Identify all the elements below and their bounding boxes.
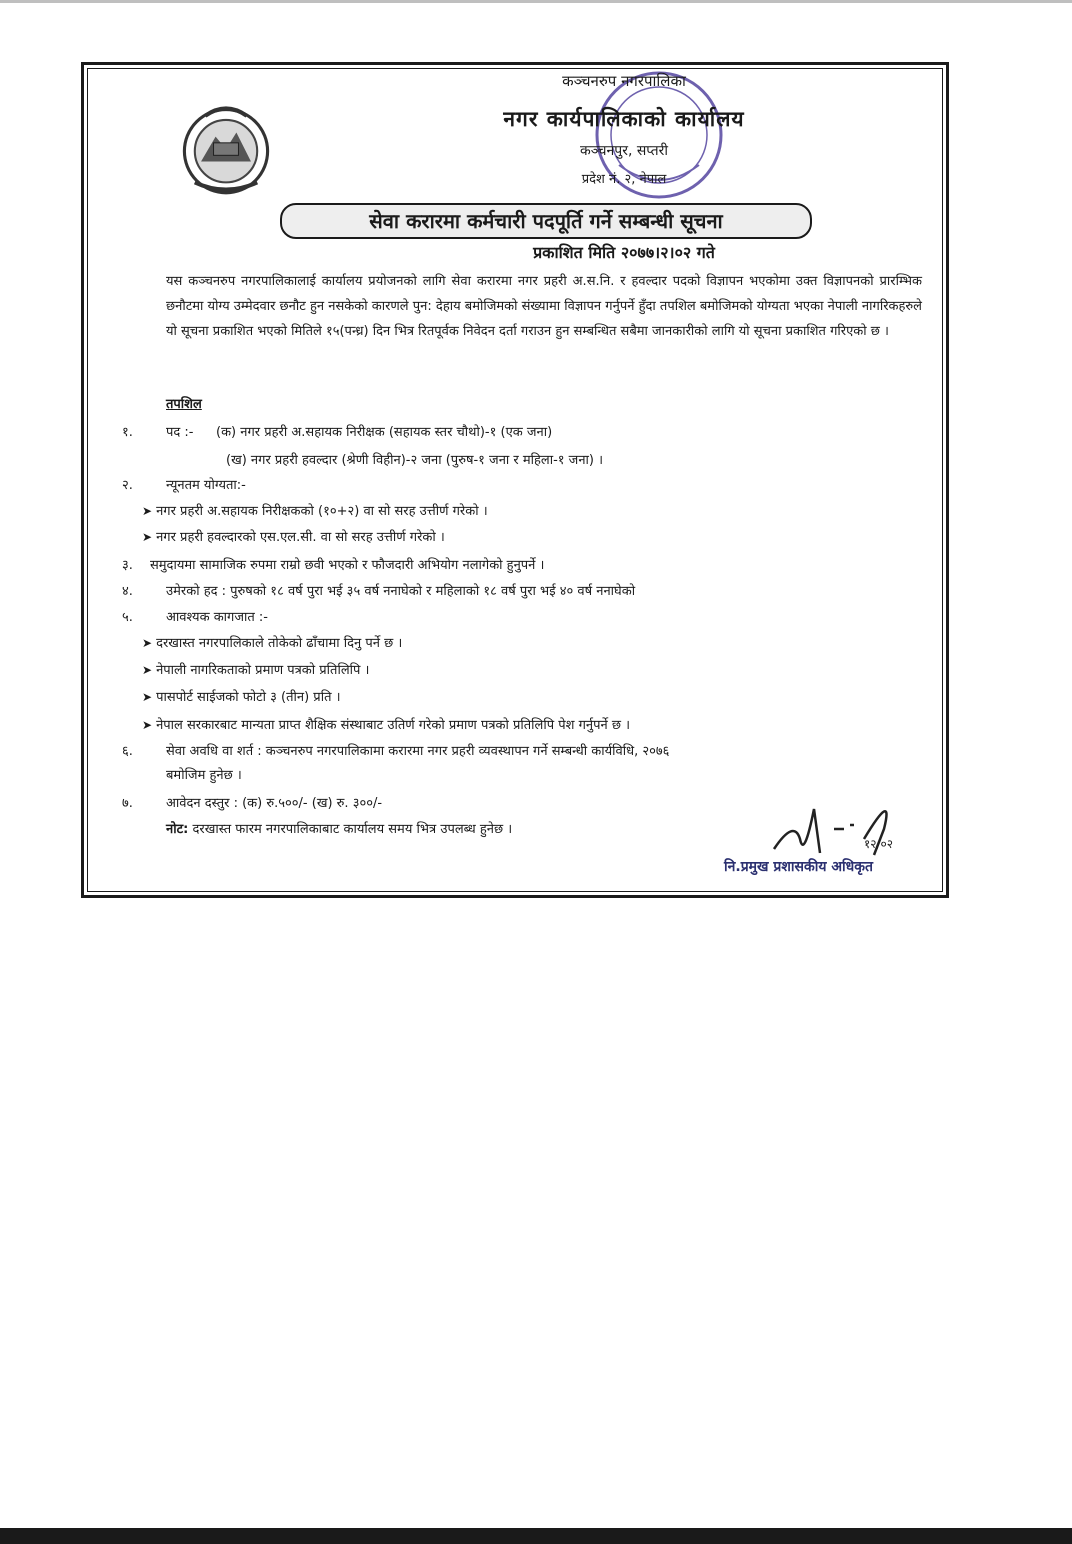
document-4 — [142, 715, 630, 733]
arrow-bullet-icon: ➤ — [142, 636, 153, 650]
note-text: दरखास्त फारम नगरपालिकाबाट कार्यालय समय भित्र उपलब्ध हुनेछ । — [192, 822, 513, 837]
bottom-edge-bar — [0, 1528, 1072, 1544]
signature-date: १२/०२ — [864, 837, 894, 851]
document-1 — [142, 633, 402, 651]
notice-title: सेवा करारमा कर्मचारी पदपूर्ति गर्ने सम्बन्धी सूचना — [280, 203, 812, 239]
office-address: कञ्चनपुर, सप्तरी — [580, 143, 668, 159]
qualification-1-text: नगर प्रहरी अ.सहायक निरीक्षकको (१०+२) वा सो सरह उत्तीर्ण गरेको । — [156, 504, 488, 519]
post-ka: (क) नगर प्रहरी अ.सहायक निरीक्षक (सहायक स्तर चौथो)-१ (एक जना) — [216, 425, 553, 440]
office-name: नगर कार्यपालिकाको कार्यालय — [503, 107, 745, 131]
arrow-bullet-icon: ➤ — [142, 718, 153, 732]
nepal-emblem-icon — [174, 95, 278, 199]
notice-frame — [81, 62, 949, 898]
municipality-name: कञ्चनरुप नगरपालिका — [562, 72, 686, 90]
item-number-2: २. — [122, 478, 133, 493]
qualification-1 — [142, 501, 488, 519]
documents-label: आवश्यक कागजात :- — [166, 610, 268, 625]
published-date: प्रकाशित मिति २०७७।२।०२ गते — [533, 243, 715, 262]
document-4-text: नेपाल सरकारबाट मान्यता प्राप्त शैक्षिक संस्थाबाट उतिर्ण गरेको प्रमाण पत्रको प्रतिलिपि पेश गर्नुपर्ने छ । — [156, 718, 631, 733]
service-terms-line-2: बमोजिम हुनेछ । — [166, 768, 242, 783]
service-terms-line-1: सेवा अवधि वा शर्त : कञ्चनरुप नगरपालिकामा करारमा नगर प्रहरी व्यवस्थापन गर्ने सम्बन्धी कार्यविधि, २०७६ — [166, 744, 670, 759]
document-1-text: दरखास्त नगरपालिकाले तोकेको ढाँचामा दिनु पर्ने छ । — [156, 636, 403, 651]
arrow-bullet-icon: ➤ — [142, 530, 153, 544]
note-label: नोट: — [166, 822, 189, 837]
intro-paragraph: यस कञ्चनरुप नगरपालिकालाई कार्यालय प्रयोजनको लागि सेवा करारमा नगर प्रहरी अ.स.नि. र हवल्दार पदको विज्ञापन भएकोमा उक्त विज्ञापनको प्रारम्भिक छनौटमा योग्य उम्मेदवार छनौट हुन नसकेको कारणले पुन: देहाय बमोजिमको संख्यामा विज्ञापन गर्नुपर्ने हुँदा तपशिल बमोजिमको योग्यता भएका नेपाली नागरिकहरुले यो सूचना प्रकाशित भएको मितिले १५(पन्ध्र) दिन भित्र रितपूर्वक निवेदन दर्ता गराउन हुन सम्बन्धित सबैमा जानकारीको लागि यो सूचना प्रकाशित गरिएको छ । — [166, 274, 922, 339]
posts-label: पद :- — [166, 425, 194, 440]
item-number-3: ३. — [122, 558, 133, 573]
qualification-2-text: नगर प्रहरी हवल्दारको एस.एल.सी. वा सो सरह उत्तीर्ण गरेको । — [156, 530, 445, 545]
document-2 — [142, 660, 369, 678]
note — [166, 819, 512, 837]
item-number-6: ६. — [122, 744, 133, 759]
top-border-line — [0, 0, 1072, 3]
qualification-label: न्यूनतम योग्यता:- — [166, 478, 246, 493]
signature-icon — [764, 799, 924, 863]
age-limit: उमेरको हद : पुरुषको १८ वर्ष पुरा भई ३५ वर्ष ननाघेको र महिलाको १८ वर्ष पुरा भई ४० वर्ष ननाघेको — [166, 584, 636, 599]
officer-title: नि.प्रमुख प्रशासकीय अधिकृत — [724, 859, 873, 875]
document-2-text: नेपाली नागरिकताको प्रमाण पत्रको प्रतिलिपि । — [156, 663, 370, 678]
item-number-7: ७. — [122, 796, 133, 811]
document-3-text: पासपोर्ट साईजको फोटो ३ (तीन) प्रति । — [156, 690, 341, 705]
item-number-1: १. — [122, 425, 133, 440]
post-kha: (ख) नगर प्रहरी हवल्दार (श्रेणी विहीन)-२ जना (पुरुष-१ जना र महिला-१ जना) । — [226, 453, 604, 468]
qualification-2 — [142, 527, 445, 545]
province-line: प्रदेश नं. २, नेपाल — [581, 172, 667, 187]
item-number-5: ५. — [122, 610, 133, 625]
item-number-4: ४. — [122, 584, 133, 599]
arrow-bullet-icon: ➤ — [142, 690, 153, 704]
document-3 — [142, 687, 341, 705]
tapsil-heading: तपशिल — [166, 397, 202, 412]
arrow-bullet-icon: ➤ — [142, 504, 153, 518]
arrow-bullet-icon: ➤ — [142, 663, 153, 677]
conduct-requirement: समुदायमा सामाजिक रुपमा राम्रो छवी भएको र फौजदारी अभियोग नलागेको हुनुपर्ने । — [150, 558, 545, 573]
application-fee: आवेदन दस्तुर : (क) रु.५००/- (ख) रु. ३००/- — [166, 796, 383, 811]
